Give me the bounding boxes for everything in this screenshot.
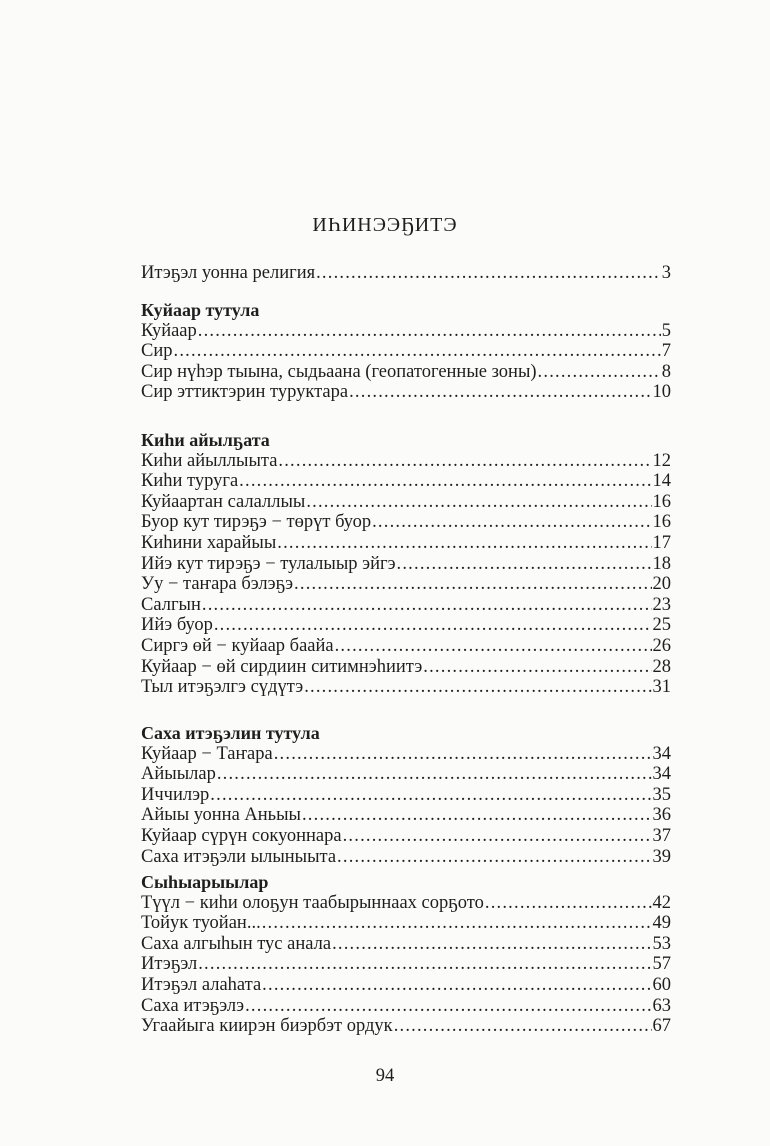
- dot-leader: [397, 554, 652, 575]
- page-number: 94: [375, 1066, 395, 1086]
- dot-leader: [332, 934, 651, 955]
- entry-page: 3: [661, 263, 671, 283]
- toc-entry: [141, 785, 671, 806]
- toc-entry: [141, 263, 671, 284]
- entry-page: 60: [652, 974, 671, 995]
- entry-title: Киһи айыллыыта: [141, 450, 278, 471]
- toc-entry: [141, 805, 671, 826]
- dot-leader: [335, 636, 652, 657]
- entry-title: Саха итэҕэли ылыныыта: [141, 846, 337, 867]
- entry-title: Куйаар сүрүн сокуоннара: [141, 825, 342, 846]
- entry-page: 23: [652, 594, 671, 615]
- entry-page: 8: [661, 361, 671, 382]
- entry-page: 12: [652, 450, 671, 471]
- dot-leader: [423, 657, 651, 678]
- toc-entry: [141, 512, 671, 533]
- entry-title: Сир: [141, 341, 173, 362]
- toc-entry: [141, 996, 671, 1017]
- entry-page: 53: [652, 933, 671, 954]
- entry-page: 25: [652, 615, 671, 636]
- entry-title: Сиргэ өй − куйаар баайа: [141, 635, 334, 656]
- entry-title: Куйаар − өй сирдиин ситимнэһиитэ: [141, 656, 423, 677]
- entry-page: 17: [652, 532, 671, 553]
- dot-leader: [302, 805, 652, 826]
- entry-title: Тыл итэҕэлгэ сүдүтэ: [141, 677, 304, 698]
- toc-entry: [141, 615, 671, 636]
- entry-title: Айыылар: [141, 764, 216, 785]
- entry-title: Итэҕэл: [141, 954, 198, 975]
- entry-page: 16: [652, 512, 671, 533]
- toc-entry: [141, 471, 671, 492]
- entry-page: 31: [652, 677, 671, 698]
- entry-title: Киһини харайыы: [141, 532, 277, 553]
- toc-entry: [141, 975, 671, 996]
- dot-leader: [277, 533, 651, 554]
- toc-entry: [141, 362, 671, 383]
- entry-page: 14: [652, 471, 671, 492]
- toc-section: [141, 263, 671, 284]
- toc-entry: [141, 636, 671, 657]
- entry-page: 28: [652, 656, 671, 677]
- toc-section: [141, 872, 671, 1037]
- toc-entry: [141, 574, 671, 595]
- entry-title: Куйаар − Таҥара: [141, 743, 273, 764]
- toc-section: [141, 430, 671, 698]
- entry-page: 18: [652, 553, 671, 574]
- entry-page: 20: [652, 574, 671, 595]
- entry-title: Уу − таҥара бэлэҕэ: [141, 574, 294, 595]
- entry-title: Итэҕэл алаһата: [141, 974, 262, 995]
- dot-leader: [198, 954, 651, 975]
- dot-leader: [316, 263, 661, 284]
- entry-page: 34: [652, 743, 671, 764]
- dot-leader: [337, 847, 651, 868]
- entry-page: 36: [652, 805, 671, 826]
- entry-page: 39: [652, 846, 671, 867]
- entry-title: Сир нүһэр тыына, сыдьаана (геопатогенные зоны): [141, 361, 537, 382]
- toc-entry: [141, 826, 671, 847]
- entry-page: 57: [652, 954, 671, 975]
- entry-title: Түүл − киһи олоҕун таабырыннаах сорҕото: [141, 892, 484, 913]
- dot-leader: [306, 492, 651, 513]
- toc-entry: [141, 677, 671, 698]
- entry-page: 16: [652, 491, 671, 512]
- entry-page: 34: [652, 764, 671, 785]
- toc-entry: [141, 744, 671, 765]
- page-title: ИҺИНЭЭҔИТЭ: [312, 214, 458, 236]
- entry-title: Буор кут тирэҕэ − төрүт буор: [141, 512, 372, 533]
- toc-entry: [141, 595, 671, 616]
- entry-page: 49: [652, 913, 671, 934]
- toc-entry: [141, 451, 671, 472]
- dot-leader: [262, 975, 651, 996]
- entry-title: Куйаартан салаллыы: [141, 491, 306, 512]
- dot-leader: [262, 913, 652, 934]
- entry-page: 63: [652, 995, 671, 1016]
- toc-entry: [141, 847, 671, 868]
- entry-title: Саха алгыһын тус анала: [141, 933, 332, 954]
- section-heading: Киһи айылҕата: [141, 430, 270, 450]
- dot-leader: [372, 512, 651, 533]
- toc-section: [141, 300, 671, 403]
- entry-page: 7: [661, 341, 671, 362]
- dot-leader: [202, 595, 652, 616]
- dot-leader: [217, 764, 652, 785]
- dot-leader: [278, 451, 651, 472]
- entry-title: Итэҕэл уонна религия: [141, 263, 316, 283]
- toc-entry: [141, 554, 671, 575]
- section-heading: Сыһыарыылар: [141, 872, 269, 892]
- entry-title: Ийэ буор: [141, 615, 213, 636]
- toc-entry: [141, 954, 671, 975]
- dot-leader: [349, 382, 651, 403]
- dot-leader: [214, 615, 652, 636]
- entry-page: 5: [661, 320, 671, 341]
- dot-leader: [274, 744, 652, 765]
- section-heading: Куйаар тутула: [141, 300, 260, 320]
- entry-title: Иччилэр: [141, 784, 210, 805]
- dot-leader: [245, 996, 651, 1017]
- dot-leader: [538, 362, 661, 383]
- entry-page: 35: [652, 784, 671, 805]
- entry-title: Угаайыга киирэн биэрбэт ордук: [141, 1016, 393, 1037]
- dot-leader: [394, 1016, 652, 1037]
- dot-leader: [294, 574, 651, 595]
- toc-entry: [141, 893, 671, 914]
- toc-entry: [141, 1016, 671, 1037]
- dot-leader: [485, 893, 652, 914]
- entry-title: Саха итэҕэлэ: [141, 995, 245, 1016]
- dot-leader: [210, 785, 651, 806]
- entry-page: 37: [652, 825, 671, 846]
- toc-entry: [141, 321, 671, 342]
- entry-title: Сир эттиктэрин туруктара: [141, 382, 349, 403]
- dot-leader: [239, 471, 651, 492]
- toc-entry: [141, 657, 671, 678]
- entry-page: 10: [652, 382, 671, 403]
- dot-leader: [343, 826, 652, 847]
- toc-entry: [141, 934, 671, 955]
- section-heading: Саха итэҕэлин тутула: [141, 723, 320, 743]
- entry-title: Ийэ кут тирэҕэ − тулалыыр эйгэ: [141, 553, 396, 574]
- entry-title: Тойук туойан...: [141, 913, 261, 934]
- toc-entry: [141, 492, 671, 513]
- entry-page: 26: [652, 635, 671, 656]
- toc-entry: [141, 764, 671, 785]
- entry-title: Айыы уонна Аньыы: [141, 805, 301, 826]
- entry-title: Киһи туруга: [141, 471, 239, 492]
- entry-title: Салгын: [141, 594, 201, 615]
- dot-leader: [174, 341, 661, 362]
- toc-section: [141, 723, 671, 867]
- entry-page: 67: [652, 1016, 671, 1037]
- entry-title: Куйаар: [141, 320, 197, 341]
- entry-page: 42: [652, 892, 671, 913]
- dot-leader: [304, 677, 651, 698]
- toc-entry: [141, 341, 671, 362]
- toc-entry: [141, 913, 671, 934]
- toc-entry: [141, 533, 671, 554]
- toc-entry: [141, 382, 671, 403]
- dot-leader: [198, 321, 661, 342]
